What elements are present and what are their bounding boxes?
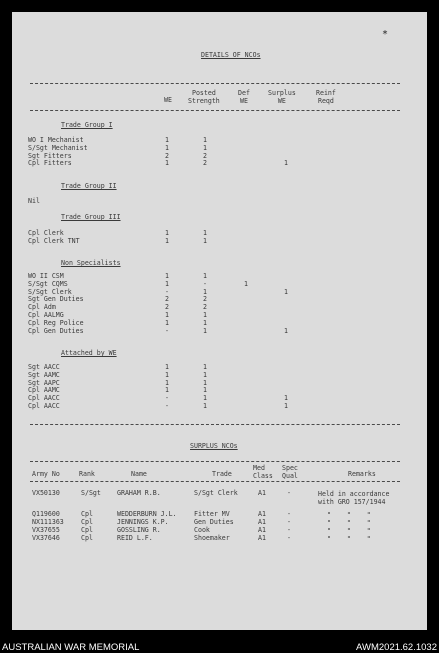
row-rank: Cpl Clerk TNT: [28, 236, 80, 245]
divider: [30, 110, 400, 111]
col-spec-header: Spec Qual: [282, 464, 298, 480]
row-remarks: " " ": [327, 535, 371, 543]
row-posted: 1: [203, 370, 207, 379]
row-we: -: [165, 394, 169, 403]
row-med-class: A1: [258, 510, 266, 518]
row-army-no: VX50130: [32, 489, 60, 497]
row-we: 1: [165, 229, 169, 237]
row-posted: 1: [203, 272, 207, 280]
row-rank: Cpl: [81, 510, 93, 518]
row-posted: 1: [203, 318, 207, 327]
col-surplus-header: Surplus WE: [268, 89, 296, 105]
divider: [30, 424, 400, 425]
row-surplus: 1: [284, 326, 288, 335]
footer-accession: AWM2021.62.1032: [356, 642, 437, 653]
row-rank: Sgt AAPC: [28, 378, 60, 387]
row-spec-qual: -: [287, 534, 291, 542]
row-we: -: [165, 402, 169, 410]
row-posted: 1: [203, 236, 207, 245]
col-rank-header: Rank: [79, 470, 95, 478]
row-we: 2: [165, 151, 169, 160]
row-rank: Cpl Reg Police: [28, 318, 84, 327]
row-we: 1: [165, 279, 169, 288]
row-army-no: VX37646: [32, 534, 60, 542]
surplus-title: SURPLUS NCOs: [190, 442, 238, 450]
row-rank: S/Sgt Clerk: [28, 287, 72, 296]
col-med-header: Med Class: [253, 464, 273, 480]
row-we: 1: [165, 318, 169, 327]
row-army-no: NX111363: [32, 518, 64, 526]
row-we: 1: [165, 378, 169, 387]
row-med-class: A1: [258, 534, 266, 542]
row-posted: 2: [203, 159, 207, 168]
row-rank: WO II CSM: [28, 272, 64, 280]
row-remarks: " " ": [327, 519, 371, 527]
row-trade: Shoemaker: [194, 534, 230, 542]
row-remarks: " " ": [327, 527, 371, 535]
row-rank: Cpl AAMC: [28, 386, 60, 395]
row-we: 2: [165, 295, 169, 304]
section-heading: Non Specialists: [61, 259, 121, 267]
row-name: REID L.F.: [117, 534, 153, 542]
establishment-title: DETAILS OF NCOs: [201, 51, 261, 59]
row-med-class: A1: [258, 489, 266, 497]
row-rank: Cpl Adm: [28, 303, 56, 312]
row-posted: -: [203, 279, 207, 288]
row-we: 1: [165, 136, 169, 144]
row-rank: Cpl AACC: [28, 394, 60, 403]
document-page: [12, 12, 427, 630]
row-rank: Cpl AALMG: [28, 311, 64, 319]
row-rank: Sgt Fitters: [28, 151, 72, 160]
row-trade: Fitter MV: [194, 510, 230, 518]
row-rank: WO I Mechanist: [28, 136, 84, 144]
col-army-no-header: Army No: [32, 470, 60, 478]
row-rank: Sgt AAMC: [28, 370, 60, 379]
row-posted: 2: [203, 151, 207, 160]
row-posted: 2: [203, 303, 207, 312]
row-name: GOSSLING R.: [117, 526, 161, 534]
row-med-class: A1: [258, 518, 266, 526]
col-trade-header: Trade: [212, 470, 232, 478]
row-posted: 1: [203, 143, 207, 152]
row-remarks: " " ": [327, 511, 371, 519]
row-surplus: 1: [284, 402, 288, 410]
row-we: 2: [165, 303, 169, 312]
section-heading: Trade Group III: [61, 213, 121, 221]
row-rank: Cpl Fitters: [28, 159, 72, 168]
divider: [30, 83, 400, 84]
row-posted: 2: [203, 295, 207, 304]
row-army-no: Q119600: [32, 510, 60, 518]
section-heading: Trade Group I: [61, 121, 113, 129]
row-name: JENNINGS K.P.: [117, 518, 169, 526]
row-posted: 1: [203, 311, 207, 319]
corner-mark: *: [382, 29, 389, 40]
col-reinf-header: Reinf Reqd: [316, 89, 336, 105]
row-posted: 1: [203, 402, 207, 410]
col-name-header: Name: [131, 470, 147, 478]
col-posted-header: Posted Strength: [188, 89, 220, 105]
row-we: 1: [165, 311, 169, 319]
row-we: -: [165, 326, 169, 335]
col-we-header: WE: [164, 96, 172, 104]
row-posted: 1: [203, 394, 207, 403]
row-trade: Gen Duties: [194, 518, 234, 526]
divider: [30, 481, 400, 482]
row-rank: S/Sgt CQMS: [28, 279, 68, 288]
row-posted: 1: [203, 386, 207, 395]
row-surplus: 1: [284, 159, 288, 168]
section-heading: Trade Group II: [61, 182, 117, 190]
row-posted: 1: [203, 136, 207, 144]
row-rank: Cpl Gen Duties: [28, 326, 84, 335]
row-we: 1: [165, 272, 169, 280]
row-rank: Cpl: [81, 534, 93, 542]
row-remarks: Held in accordance with GRO 157/1944: [318, 490, 390, 507]
row-we: 1: [165, 159, 169, 168]
footer-credit: AUSTRALIAN WAR MEMORIAL: [2, 642, 140, 653]
row-we: 1: [165, 236, 169, 245]
row-spec-qual: -: [287, 510, 291, 518]
row-army-no: VX37655: [32, 526, 60, 534]
divider: [30, 461, 400, 462]
row-we: 1: [165, 386, 169, 395]
row-posted: 1: [203, 363, 207, 371]
row-surplus: 1: [284, 287, 288, 296]
row-posted: 1: [203, 229, 207, 237]
row-rank: S/Sgt: [81, 489, 101, 497]
row-we: -: [165, 287, 169, 296]
row-we: 1: [165, 370, 169, 379]
row-name: GRAHAM R.B.: [117, 489, 161, 497]
row-rank: Sgt AACC: [28, 363, 60, 371]
row-spec-qual: -: [287, 518, 291, 526]
row-rank: Cpl: [81, 518, 93, 526]
row-def: 1: [244, 279, 248, 288]
row-posted: 1: [203, 378, 207, 387]
row-posted: 1: [203, 326, 207, 335]
row-spec-qual: -: [287, 489, 291, 497]
col-def-header: Def WE: [238, 89, 250, 105]
row-rank: Cpl: [81, 526, 93, 534]
row-trade: Cook: [194, 526, 210, 534]
section-heading: Attached by WE: [61, 349, 117, 357]
row-name: WEDDERBURN J.L.: [117, 510, 177, 518]
row-med-class: A1: [258, 526, 266, 534]
row-trade: S/Sgt Clerk: [194, 489, 238, 497]
row-posted: 1: [203, 287, 207, 296]
row-surplus: 1: [284, 394, 288, 403]
row-we: 1: [165, 363, 169, 371]
row-rank: Cpl AACC: [28, 402, 60, 410]
row-rank: Nil: [28, 197, 40, 205]
col-remarks-header: Remarks: [348, 470, 376, 478]
row-rank: S/Sgt Mechanist: [28, 143, 88, 152]
row-we: 1: [165, 143, 169, 152]
row-rank: Sgt Gen Duties: [28, 295, 84, 304]
row-spec-qual: -: [287, 526, 291, 534]
row-rank: Cpl Clerk: [28, 229, 64, 237]
